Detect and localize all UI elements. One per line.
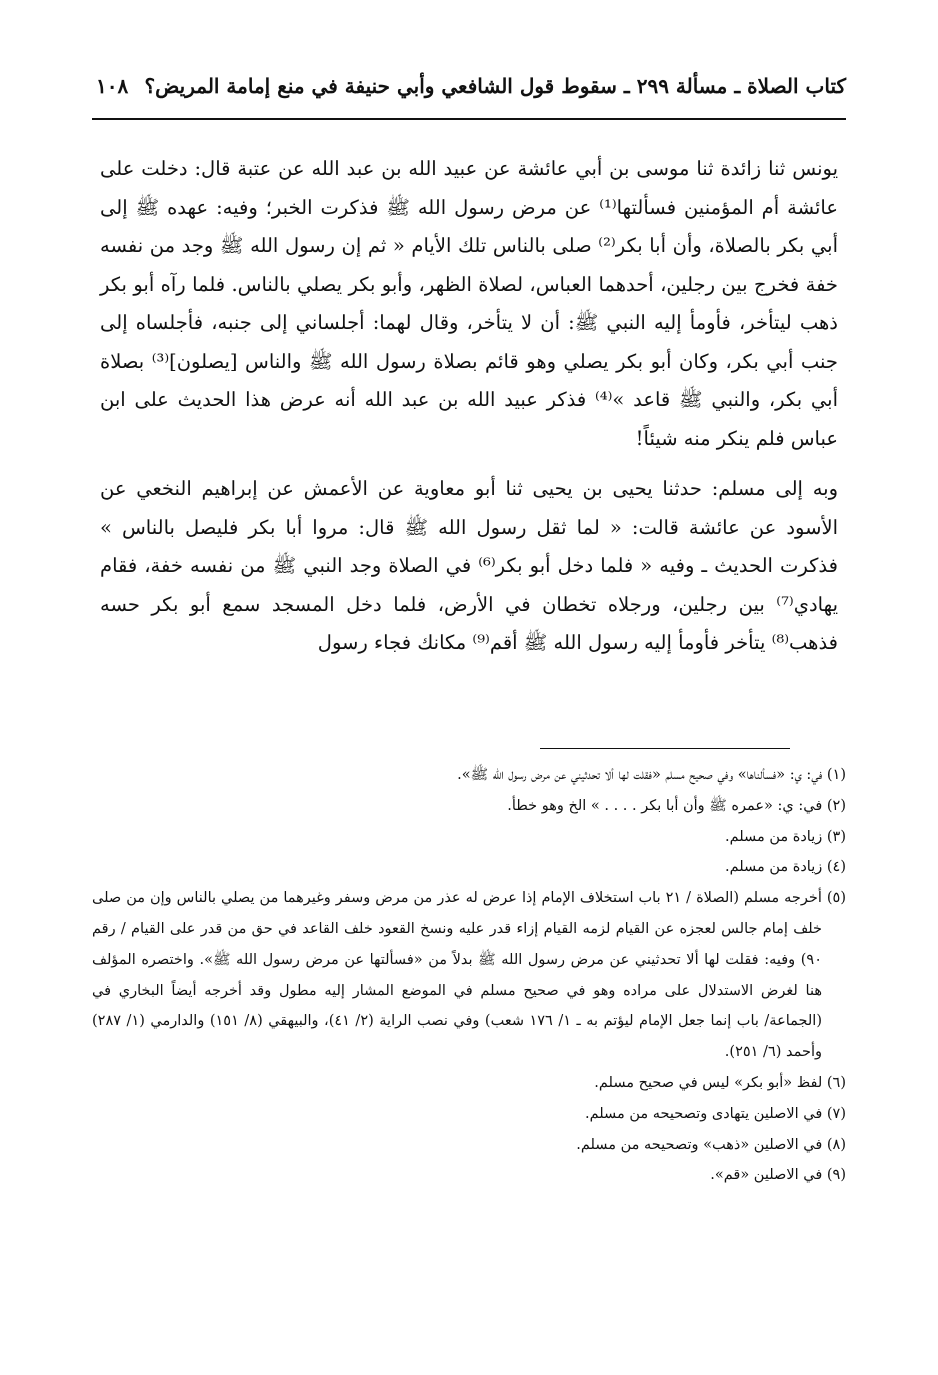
footnote-3: (٣) زيادة من مسلم. bbox=[724, 828, 846, 845]
footnotes bbox=[92, 760, 846, 1191]
running-title: كتاب الصلاة ـ مسألة ٢٩٩ ـ سقوط قول الشافعي وأبي حنيفة في منع إمامة المريض؟ bbox=[144, 74, 846, 98]
paragraph-1: يونس ثنا زائدة ثنا موسى بن أبي عائشة عن عبيد الله بن عبد الله عن عتبة قال: دخلت على عائشة أم المؤمنين فسألتها⁽¹⁾ عن مرض رسول الله ﷺ فذكرت الخبر؛ وفيه: عهده ﷺ إلى أبي بكر بالصلاة، وأن أبا بكر⁽²⁾ صلى بالناس تلك الأيام « ثم إن رسول الله ﷺ وجد من نفسه خفة فخرج بين رجلين، أحدهما العباس، لصلاة الظهر، وأبو بكر يصلي بالناس. فلما رآه أبو بكر ذهب ليتأخر، فأومأ إليه النبي ﷺ: أن لا يتأخر، وقال لهما: أجلساني إلى جنبه، فأجلساه إلى جنب أبي بكر، وكان أبو بكر يصلي وهو قائم بصلاة رسول الله ﷺ والناس [يصلون]⁽³⁾ بصلاة أبي بكر، والنبي ﷺ قاعد »⁽⁴⁾ فذكر عبيد الله بن عبد الله أنه عرض هذا الحديث على ابن عباس فلم ينكر منه شيئاً! bbox=[100, 157, 838, 450]
paragraph-2: وبه إلى مسلم: حدثنا يحيى بن يحيى ثنا أبو معاوية عن الأعمش عن إبراهيم النخعي عن الأسود عن عائشة قالت: « لما ثقل رسول الله ﷺ قال: مروا أبا بكر فليصل بالناس » فذكرت الحديث ـ وفيه « فلما دخل أبو بكر⁽⁶⁾ في الصلاة وجد النبي ﷺ من نفسه خفة، فقام يهادي⁽⁷⁾ بين رجلين، ورجلاه تخطان في الأرض، فلما دخل المسجد سمع أبو بكر حسه فذهب⁽⁸⁾ يتأخر فأومأ إليه رسول الله ﷺ أقم⁽⁹⁾ مكانك فجاء رسول bbox=[100, 477, 838, 654]
page-number: ١٠٨ bbox=[96, 74, 129, 98]
header-rule bbox=[92, 118, 846, 120]
footnote-4: (٤) زيادة من مسلم. bbox=[724, 859, 846, 876]
footnote-2: (٢) في: ي: «عمره ﷺ وأن أبا بكر . . . . » الخ وهو خطأ. bbox=[507, 797, 846, 814]
footnote-8: (٨) في الاصلين «ذهب» وتصحيحه من مسلم. bbox=[576, 1136, 846, 1153]
footnote-6: (٦) لفظ «أبو بكر» ليس في صحيح مسلم. bbox=[594, 1074, 846, 1091]
footnote-5: (٥) أخرجه مسلم (الصلاة / ٢١ باب استخلاف الإمام إذا عرض له عذر من مرض وسفر وغيرهما من يصلي بالناس وإن من صلى خلف إمام جالس لعجزه عن القيام لزمه القيام إزاء قدر عليه ونسخ القعود خلف القاعد في حق من قدر على القيام / رقم ٩٠) وفيه: فقلت لها ألا تحدثيني عن مرض رسول الله ﷺ بدلاً من «فسألتها عن مرض رسول الله ﷺ». واختصره المؤلف هنا لغرض الاستدلال على مراده وهو في صحيح مسلم في الموضع المشار إليه مطول وقد أخرجه أيضاً البخاري في (الجماعة/ باب إنما جعل الإمام ليؤتم به ـ ١/ ١٧٦ شعب) وفي نصب الراية (٢/ ٤١)، والبيهقي (٨/ ١٥١) والدارمي (١/ ٢٨٧) وأحمد (٦/ ٢٥١). bbox=[92, 890, 846, 1061]
footnote-separator bbox=[540, 748, 790, 749]
footnote-9: (٩) في الاصلين «قم». bbox=[710, 1167, 846, 1184]
main-text bbox=[100, 150, 838, 663]
footnote-1: (١) في: ي: «فسألناها» وفي صحيح مسلم «فقلت لها ألا تحدثيني عن مرض رسول الله ﷺ». bbox=[457, 767, 846, 783]
page-header bbox=[92, 70, 846, 110]
footnote-7: (٧) في الاصلين يتهادى وتصحيحه من مسلم. bbox=[585, 1105, 846, 1122]
